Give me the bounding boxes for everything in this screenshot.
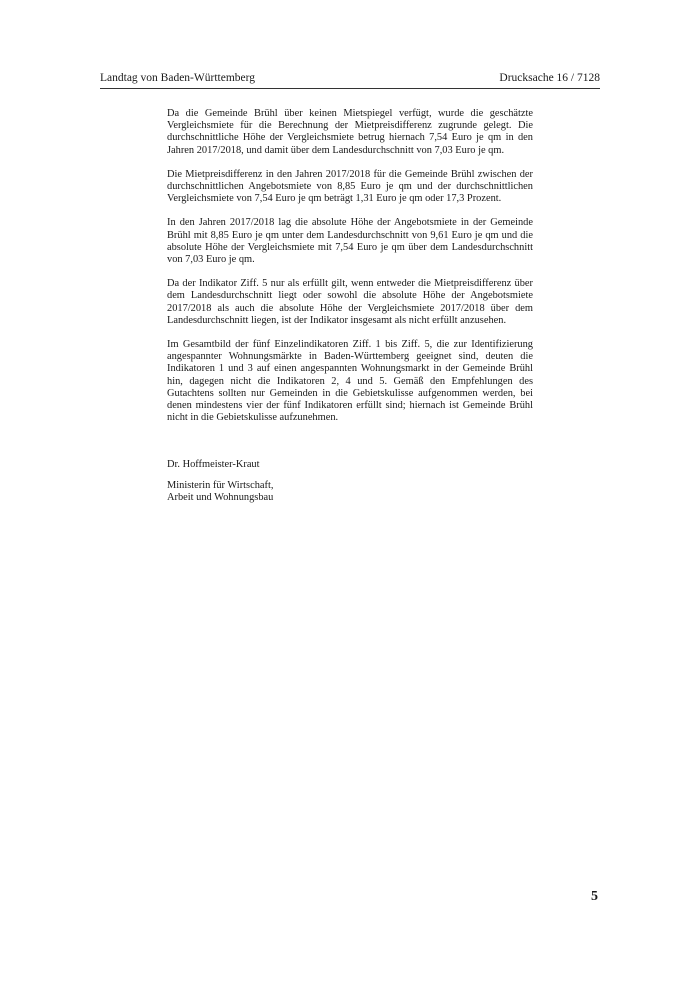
signatory-title-line-1: Ministerin für Wirtschaft, xyxy=(167,480,274,492)
page-header xyxy=(100,70,600,89)
paragraph-mietpreisdifferenz: Die Mietpreisdifferenz in den Jahren 2017/2018 für die Gemeinde Brühl zwischen der durchschnittlichen Angebotsmiete von 8,85 Euro je qm und der durchschnittlichen Vergleichsmiete von 7,54 Euro je qm beträgt 1,31 Euro je qm oder 17,3 Prozent. xyxy=(167,168,533,205)
paragraph-vergleichsmiete: Da die Gemeinde Brühl über keinen Mietspiegel verfügt, wurde die geschätzte Vergleichsmiete für die Berechnung der Mietpreisdifferenz zugrunde gelegt. Die durchschnittliche Höhe der Vergleichsmiete betrug hiernach 7,54 Euro je qm in den Jahren 2017/2018, und damit über dem Landesdurchschnitt von 7,03 Euro je qm. xyxy=(167,108,533,156)
page-number: 5 xyxy=(591,889,598,904)
header-document-number: Drucksache 16 / 7128 xyxy=(499,72,600,84)
paragraph-absolute-hoehe: In den Jahren 2017/2018 lag die absolute Höhe der Angebotsmiete in der Gemeinde Brühl mit 8,85 Euro je qm unter dem Landesdurchschnitt von 9,61 Euro je qm und die absolute Höhe der Vergleichsmiete mit 7,54 Euro je qm über dem Landesdurchschnitt von 7,03 Euro je qm. xyxy=(167,217,533,266)
header-parliament-name: Landtag von Baden-Württemberg xyxy=(100,72,255,84)
paragraph-gesamtbild: Im Gesamtbild der fünf Einzelindikatoren Ziff. 1 bis Ziff. 5, die zur Identifizierung angespannter Wohnungsmärkte in Baden-Württemberg geeignet sind, deuten die Indikatoren 1 und 3 auf einen angespannten Wohnungsmarkt in der Gemeinde Brühl hin, dagegen nicht die Indikatoren 2, 4 und 5. Gemäß den Empfehlungen des Gutachtens sollten nur Gemeinden in die Gebietskulisse aufgenommen werden, bei denen mindestens vier der fünf Indikatoren erfüllt sind; hiernach ist Gemeinde Brühl nicht in die Gebietskulisse aufzunehmen. xyxy=(167,339,533,424)
signatory-title-line-2: Arbeit und Wohnungsbau xyxy=(167,492,274,504)
paragraph-indikator-5: Da der Indikator Ziff. 5 nur als erfüllt gilt, wenn entweder die Mietpreisdifferenz über dem Landesdurchschnitt liegt oder sowohl die absolute Höhe der Angebotsmiete 2017/2018 als auch die absolute Höhe der Vergleichsmiete 2017/2018 über dem Landesdurchschnitt liegen, ist der Indikator insgesamt als nicht erfüllt anzusehen. xyxy=(167,278,533,326)
signatory-name: Dr. Hoffmeister-Kraut xyxy=(167,459,260,470)
signature-block xyxy=(167,459,533,505)
body-text xyxy=(167,108,533,436)
